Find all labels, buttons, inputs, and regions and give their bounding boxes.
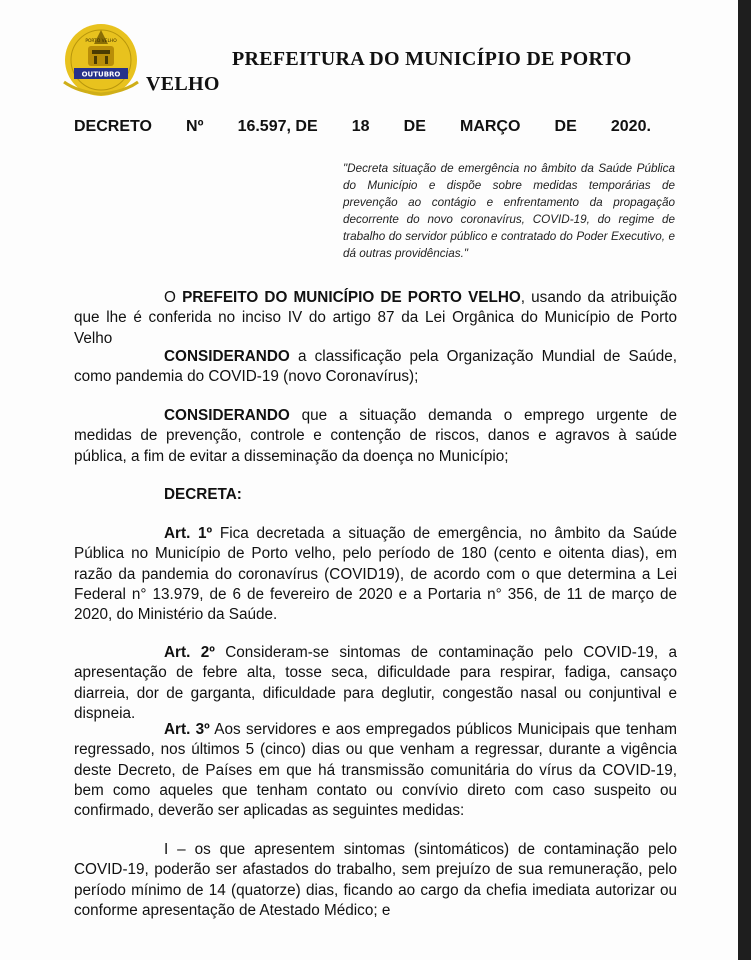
- article-1: [74, 524, 677, 625]
- decree-ementa: "Decreta situação de emergência no âmbito da Saúde Pública do Município e dispõe sobre medidas temporárias de prevenção ao contágio e enfrentamento da propagação decorrente do novo coronavírus, COVID-19, do regime de trabalho do servidor público e contratado do Poder Executivo, e dá outras providências.": [343, 162, 675, 261]
- logo-city-text: PORTO VELHO: [85, 39, 117, 44]
- decree-number: 16.597, DE: [237, 118, 318, 135]
- considerando-text: a classificação pela Organização Mundial de Saúde, como pandemia do COVID-19 (novo Coronavírus);: [74, 348, 677, 386]
- article-text: Aos servidores e aos empregados públicos Municipais que tenham regressado, nos últimos 5 (cinco) dias ou que venham a regressar, durante a vigência deste Decreto, de Países em que há transmissão comunitária do vírus da COVID-19, bem como aqueles que tenham contato ou convívio direto com caso suspeito ou confirmado, deverão ser aplicadas as seguintes medidas:: [74, 721, 677, 820]
- article-label: Art. 3º: [164, 721, 210, 738]
- decree-day: 18: [351, 118, 370, 135]
- inciso-1: [74, 840, 677, 921]
- decreta-heading: DECRETA:: [164, 486, 242, 503]
- article-label: Art. 1º: [164, 525, 213, 542]
- preamble-text: , usando da atribuição que lhe é conferida no inciso IV do artigo 87 da Lei Orgânica do Município de Porto Velho: [74, 289, 677, 347]
- preamble-paragraph: [74, 288, 677, 349]
- preamble-lead: O: [164, 289, 183, 306]
- decree-year: 2020.: [610, 118, 651, 135]
- page-edge-shadow: [738, 0, 751, 960]
- decree-word: DECRETO: [74, 118, 152, 135]
- logo-banner-text: OUTUBRO: [81, 70, 121, 79]
- decree-de-1: DE: [403, 118, 426, 135]
- city-seal-logo: [58, 22, 144, 98]
- article-label: Art. 2º: [164, 644, 215, 661]
- considerando-text: que a situação demanda o emprego urgente de medidas de prevenção, controle e contenção de riscos, danos e agravos à saúde pública, a fim de evitar a disseminação da doença no Município;: [74, 407, 677, 465]
- decree-number-line: [74, 118, 651, 136]
- article-text: Fica decretada a situação de emergência, no âmbito da Saúde Pública no Município de Porto velho, pelo período de 180 (cento e oitenta dias), em razão da pandemia do coronavírus (COVID19), de acordo com o que determina a Lei Federal n° 13.979, de 6 de fevereiro de 2020 e a Portaria n° 356, de 11 de março de 2020, do Ministério da Saúde.: [74, 525, 677, 624]
- decree-month: MARÇO: [459, 118, 521, 135]
- article-3: [74, 720, 677, 821]
- article-2: [74, 643, 677, 724]
- preamble-authority: PREFEITO DO MUNICÍPIO DE PORTO VELHO: [182, 289, 521, 306]
- considerando-paragraph-2: [74, 406, 677, 467]
- decree-de-2: DE: [554, 118, 577, 135]
- considerando-paragraph-1: [74, 347, 677, 388]
- decree-no-symbol: Nº: [186, 118, 204, 135]
- inciso-text: I – os que apresentem sintomas (sintomáticos) de contaminação pelo COVID-19, poderão ser afastados do trabalho, sem prejuízo de sua remuneração, pelo período mínimo de 14 (quatorze) dias, ficando ao cargo da chefia imediata autorizar ou conforme apresentação de Atestado Médico; e: [74, 841, 677, 919]
- header-title-line1: PREFEITURA DO MUNICÍPIO DE PORTO: [232, 48, 632, 70]
- considerando-label: CONSIDERANDO: [164, 407, 290, 424]
- header-title-line2: VELHO: [146, 73, 220, 95]
- considerando-label: CONSIDERANDO: [164, 348, 290, 365]
- article-text: Consideram-se sintomas de contaminação pelo COVID-19, a apresentação de febre alta, tosse seca, dificuldade para respirar, fadiga, cansaço diarreia, dor de garganta, dificuldade para deglutir, congestão nasal ou conjuntival e dispneia.: [74, 644, 677, 722]
